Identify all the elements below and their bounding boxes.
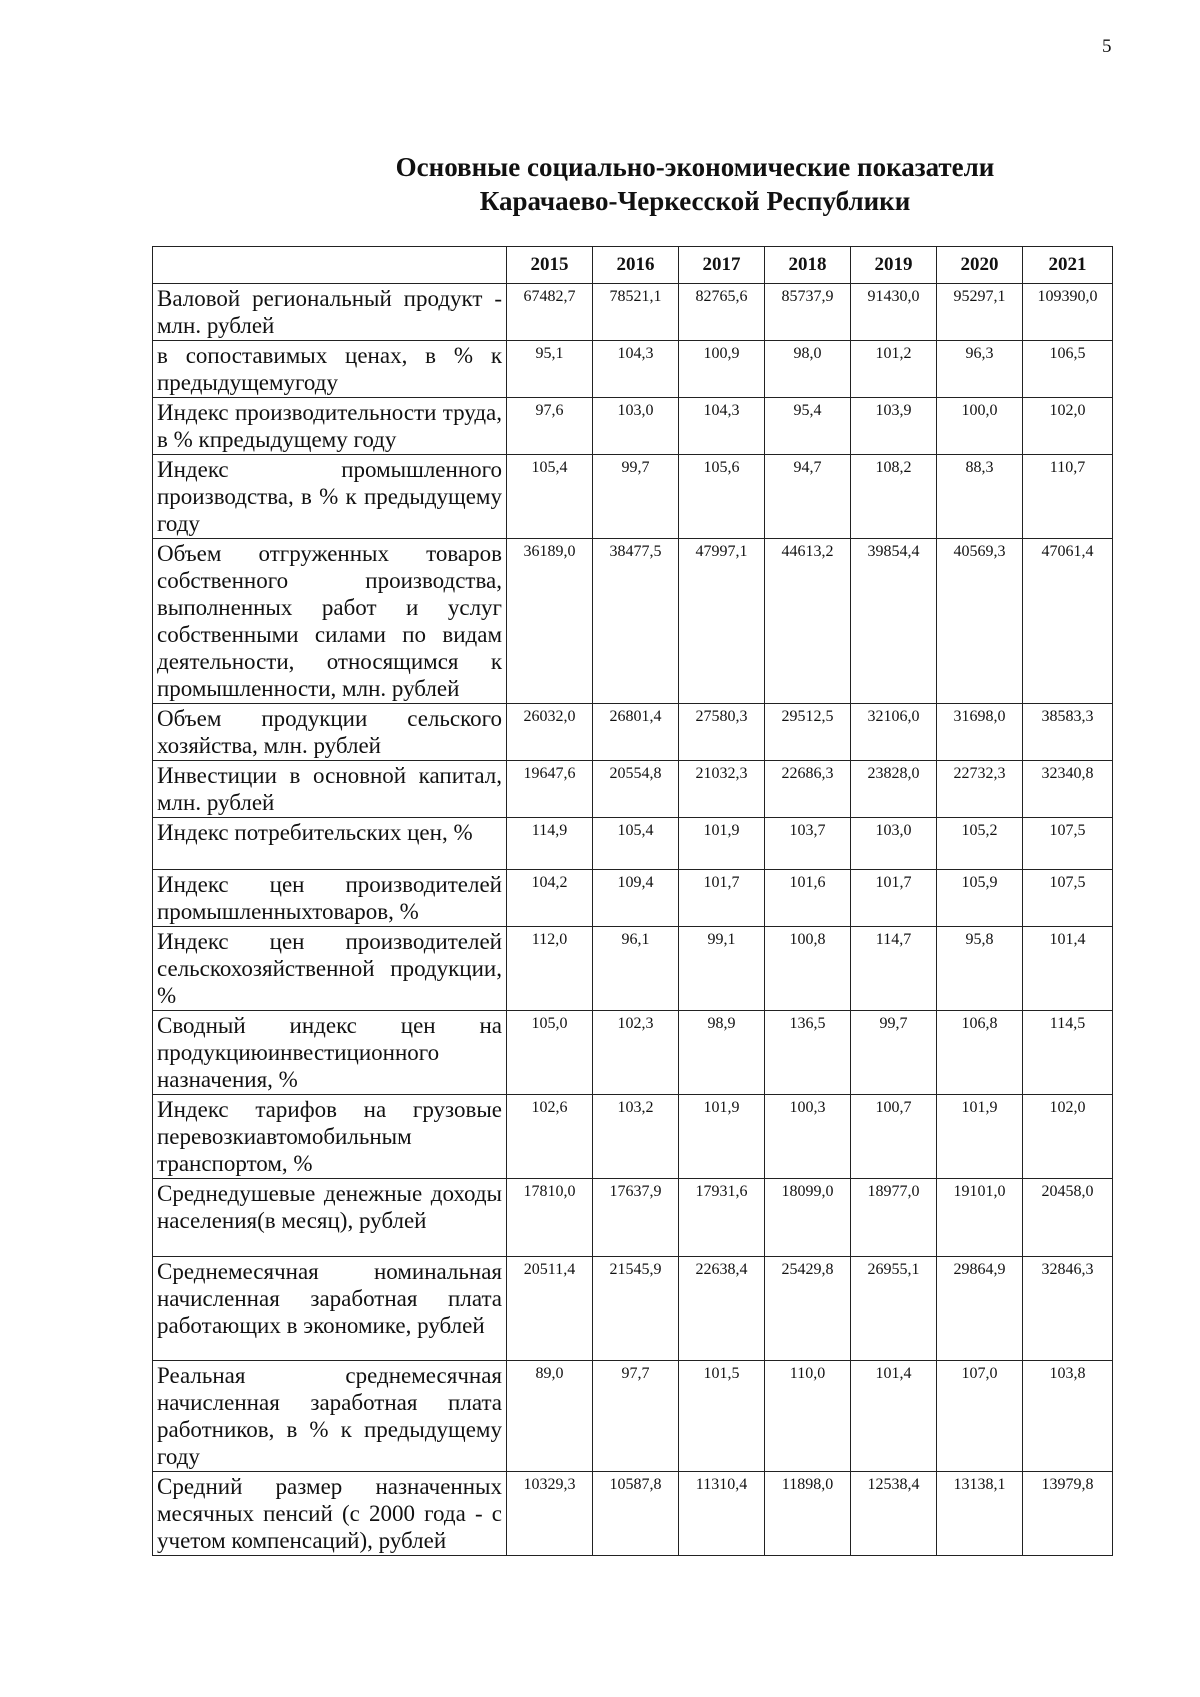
indicator-value: 99,7 <box>593 455 679 539</box>
indicator-value: 19101,0 <box>937 1179 1023 1257</box>
indicator-value: 97,7 <box>593 1361 679 1472</box>
indicator-value: 22732,3 <box>937 761 1023 818</box>
indicator-value: 105,0 <box>507 1011 593 1095</box>
indicator-value: 25429,8 <box>765 1257 851 1361</box>
indicators-table <box>152 246 1113 1556</box>
indicator-value: 38477,5 <box>593 539 679 704</box>
indicator-label: Индекс промышленного производства, в % к предыдущему году <box>153 455 507 539</box>
indicator-value: 104,3 <box>593 341 679 398</box>
indicator-value: 21545,9 <box>593 1257 679 1361</box>
indicator-value: 103,8 <box>1023 1361 1113 1472</box>
indicator-value: 102,3 <box>593 1011 679 1095</box>
indicator-value: 39854,4 <box>851 539 937 704</box>
table-row <box>153 398 1113 455</box>
year-header: 2020 <box>937 247 1023 284</box>
indicator-value: 18977,0 <box>851 1179 937 1257</box>
indicator-value: 107,5 <box>1023 818 1113 870</box>
indicator-value: 101,4 <box>1023 927 1113 1011</box>
table-row <box>153 341 1113 398</box>
indicator-value: 13138,1 <box>937 1472 1023 1556</box>
indicator-value: 26032,0 <box>507 704 593 761</box>
indicator-value: 105,2 <box>937 818 1023 870</box>
indicator-value: 103,2 <box>593 1095 679 1179</box>
table-row <box>153 1011 1113 1095</box>
indicator-label: Объем отгруженных товаров собственного производства, выполненных работ и услуг собственными силами по видам деятельности, относящимся к промышленности, млн. рублей <box>153 539 507 704</box>
table-row <box>153 1361 1113 1472</box>
table-row <box>153 1095 1113 1179</box>
indicator-value: 47997,1 <box>679 539 765 704</box>
indicator-label: Инвестиции в основной капитал, млн. рублей <box>153 761 507 818</box>
header-row <box>153 247 1113 284</box>
indicator-value: 99,7 <box>851 1011 937 1095</box>
indicator-value: 100,3 <box>765 1095 851 1179</box>
indicator-value: 12538,4 <box>851 1472 937 1556</box>
indicator-label: Индекс производительности труда, в % кпредыдущему году <box>153 398 507 455</box>
indicator-label: Индекс цен производителей промышленныхтоваров, % <box>153 870 507 927</box>
indicator-value: 98,9 <box>679 1011 765 1095</box>
indicator-value: 102,0 <box>1023 398 1113 455</box>
page-number: 5 <box>1102 36 1112 57</box>
header-empty-cell <box>153 247 507 284</box>
indicator-value: 101,6 <box>765 870 851 927</box>
document-title <box>150 150 1200 218</box>
year-header: 2021 <box>1023 247 1113 284</box>
indicator-label: в сопоставимых ценах, в % к предыдущемугоду <box>153 341 507 398</box>
indicator-value: 100,9 <box>679 341 765 398</box>
indicator-label: Сводный индекс цен на продукциюинвестиционного назначения, % <box>153 1011 507 1095</box>
indicator-value: 23828,0 <box>851 761 937 818</box>
table-row <box>153 1179 1113 1257</box>
indicator-value: 95,1 <box>507 341 593 398</box>
indicator-label: Объем продукции сельского хозяйства, млн. рублей <box>153 704 507 761</box>
indicator-value: 20554,8 <box>593 761 679 818</box>
table-row <box>153 539 1113 704</box>
indicator-value: 38583,3 <box>1023 704 1113 761</box>
indicator-value: 32106,0 <box>851 704 937 761</box>
indicator-value: 17931,6 <box>679 1179 765 1257</box>
indicator-label: Валовой региональный продукт - млн. рублей <box>153 284 507 341</box>
indicator-value: 114,5 <box>1023 1011 1113 1095</box>
indicator-value: 31698,0 <box>937 704 1023 761</box>
indicator-label: Среднемесячная номинальная начисленная заработная плата работающих в экономике, рублей <box>153 1257 507 1361</box>
indicator-value: 114,9 <box>507 818 593 870</box>
indicator-value: 110,0 <box>765 1361 851 1472</box>
indicator-value: 136,5 <box>765 1011 851 1095</box>
indicator-value: 96,3 <box>937 341 1023 398</box>
year-header: 2019 <box>851 247 937 284</box>
table-row <box>153 870 1113 927</box>
indicator-value: 26801,4 <box>593 704 679 761</box>
indicator-value: 95,8 <box>937 927 1023 1011</box>
indicator-value: 20511,4 <box>507 1257 593 1361</box>
indicator-label: Средний размер назначенных месячных пенсий (с 2000 года - с учетом компенсаций), рублей <box>153 1472 507 1556</box>
indicator-value: 85737,9 <box>765 284 851 341</box>
indicator-label: Среднедушевые денежные доходы населения(в месяц), рублей <box>153 1179 507 1257</box>
indicator-value: 22638,4 <box>679 1257 765 1361</box>
table-row <box>153 927 1113 1011</box>
indicator-value: 40569,3 <box>937 539 1023 704</box>
indicator-value: 95297,1 <box>937 284 1023 341</box>
indicator-value: 107,0 <box>937 1361 1023 1472</box>
indicator-value: 17810,0 <box>507 1179 593 1257</box>
indicator-label: Индекс тарифов на грузовые перевозкиавтомобильным транспортом, % <box>153 1095 507 1179</box>
indicator-value: 98,0 <box>765 341 851 398</box>
indicator-value: 100,7 <box>851 1095 937 1179</box>
indicator-value: 96,1 <box>593 927 679 1011</box>
indicator-value: 101,9 <box>679 1095 765 1179</box>
indicator-value: 106,5 <box>1023 341 1113 398</box>
indicator-label: Индекс потребительских цен, % <box>153 818 507 870</box>
indicator-value: 103,9 <box>851 398 937 455</box>
indicator-value: 10587,8 <box>593 1472 679 1556</box>
indicator-value: 109,4 <box>593 870 679 927</box>
indicator-value: 11898,0 <box>765 1472 851 1556</box>
indicator-value: 47061,4 <box>1023 539 1113 704</box>
title-line-1: Основные социально-экономические показатели <box>395 152 995 182</box>
indicator-value: 106,8 <box>937 1011 1023 1095</box>
indicator-value: 78521,1 <box>593 284 679 341</box>
indicator-value: 104,3 <box>679 398 765 455</box>
indicator-value: 89,0 <box>507 1361 593 1472</box>
indicator-value: 103,0 <box>851 818 937 870</box>
table-row <box>153 455 1113 539</box>
year-header: 2015 <box>507 247 593 284</box>
indicator-value: 100,0 <box>937 398 1023 455</box>
indicator-value: 101,7 <box>679 870 765 927</box>
table-row <box>153 761 1113 818</box>
table-row <box>153 284 1113 341</box>
indicator-value: 94,7 <box>765 455 851 539</box>
indicator-value: 107,5 <box>1023 870 1113 927</box>
table-row <box>153 704 1113 761</box>
indicator-value: 21032,3 <box>679 761 765 818</box>
indicator-value: 67482,7 <box>507 284 593 341</box>
year-header: 2018 <box>765 247 851 284</box>
indicator-value: 32340,8 <box>1023 761 1113 818</box>
indicator-value: 88,3 <box>937 455 1023 539</box>
indicator-value: 99,1 <box>679 927 765 1011</box>
indicator-value: 109390,0 <box>1023 284 1113 341</box>
indicator-value: 17637,9 <box>593 1179 679 1257</box>
indicator-value: 104,2 <box>507 870 593 927</box>
indicator-value: 105,4 <box>593 818 679 870</box>
indicator-value: 105,6 <box>679 455 765 539</box>
indicator-value: 103,0 <box>593 398 679 455</box>
indicator-value: 95,4 <box>765 398 851 455</box>
indicator-value: 11310,4 <box>679 1472 765 1556</box>
indicator-value: 103,7 <box>765 818 851 870</box>
indicator-value: 101,9 <box>937 1095 1023 1179</box>
indicator-value: 102,6 <box>507 1095 593 1179</box>
indicator-value: 108,2 <box>851 455 937 539</box>
indicator-value: 19647,6 <box>507 761 593 818</box>
indicator-value: 97,6 <box>507 398 593 455</box>
indicator-value: 29512,5 <box>765 704 851 761</box>
indicator-value: 13979,8 <box>1023 1472 1113 1556</box>
year-header: 2017 <box>679 247 765 284</box>
indicator-value: 44613,2 <box>765 539 851 704</box>
indicator-value: 22686,3 <box>765 761 851 818</box>
indicator-label: Реальная среднемесячная начисленная заработная плата работников, в % к предыдущему году <box>153 1361 507 1472</box>
table-row <box>153 818 1113 870</box>
title-line-2: Карачаево-Черкесской Республики <box>479 186 911 216</box>
indicator-value: 105,9 <box>937 870 1023 927</box>
indicator-value: 18099,0 <box>765 1179 851 1257</box>
indicator-value: 10329,3 <box>507 1472 593 1556</box>
indicator-value: 101,2 <box>851 341 937 398</box>
year-header: 2016 <box>593 247 679 284</box>
indicator-value: 100,8 <box>765 927 851 1011</box>
indicator-value: 112,0 <box>507 927 593 1011</box>
indicator-value: 20458,0 <box>1023 1179 1113 1257</box>
indicator-value: 114,7 <box>851 927 937 1011</box>
indicator-value: 36189,0 <box>507 539 593 704</box>
table-row <box>153 1472 1113 1556</box>
indicator-value: 82765,6 <box>679 284 765 341</box>
table-row <box>153 1257 1113 1361</box>
indicator-value: 101,4 <box>851 1361 937 1472</box>
indicator-value: 101,9 <box>679 818 765 870</box>
indicator-value: 26955,1 <box>851 1257 937 1361</box>
indicator-value: 102,0 <box>1023 1095 1113 1179</box>
indicator-value: 27580,3 <box>679 704 765 761</box>
indicator-label: Индекс цен производителей сельскохозяйственной продукции, % <box>153 927 507 1011</box>
indicator-value: 91430,0 <box>851 284 937 341</box>
indicator-value: 32846,3 <box>1023 1257 1113 1361</box>
indicator-value: 29864,9 <box>937 1257 1023 1361</box>
indicator-value: 101,5 <box>679 1361 765 1472</box>
indicator-value: 110,7 <box>1023 455 1113 539</box>
indicator-value: 105,4 <box>507 455 593 539</box>
indicator-value: 101,7 <box>851 870 937 927</box>
